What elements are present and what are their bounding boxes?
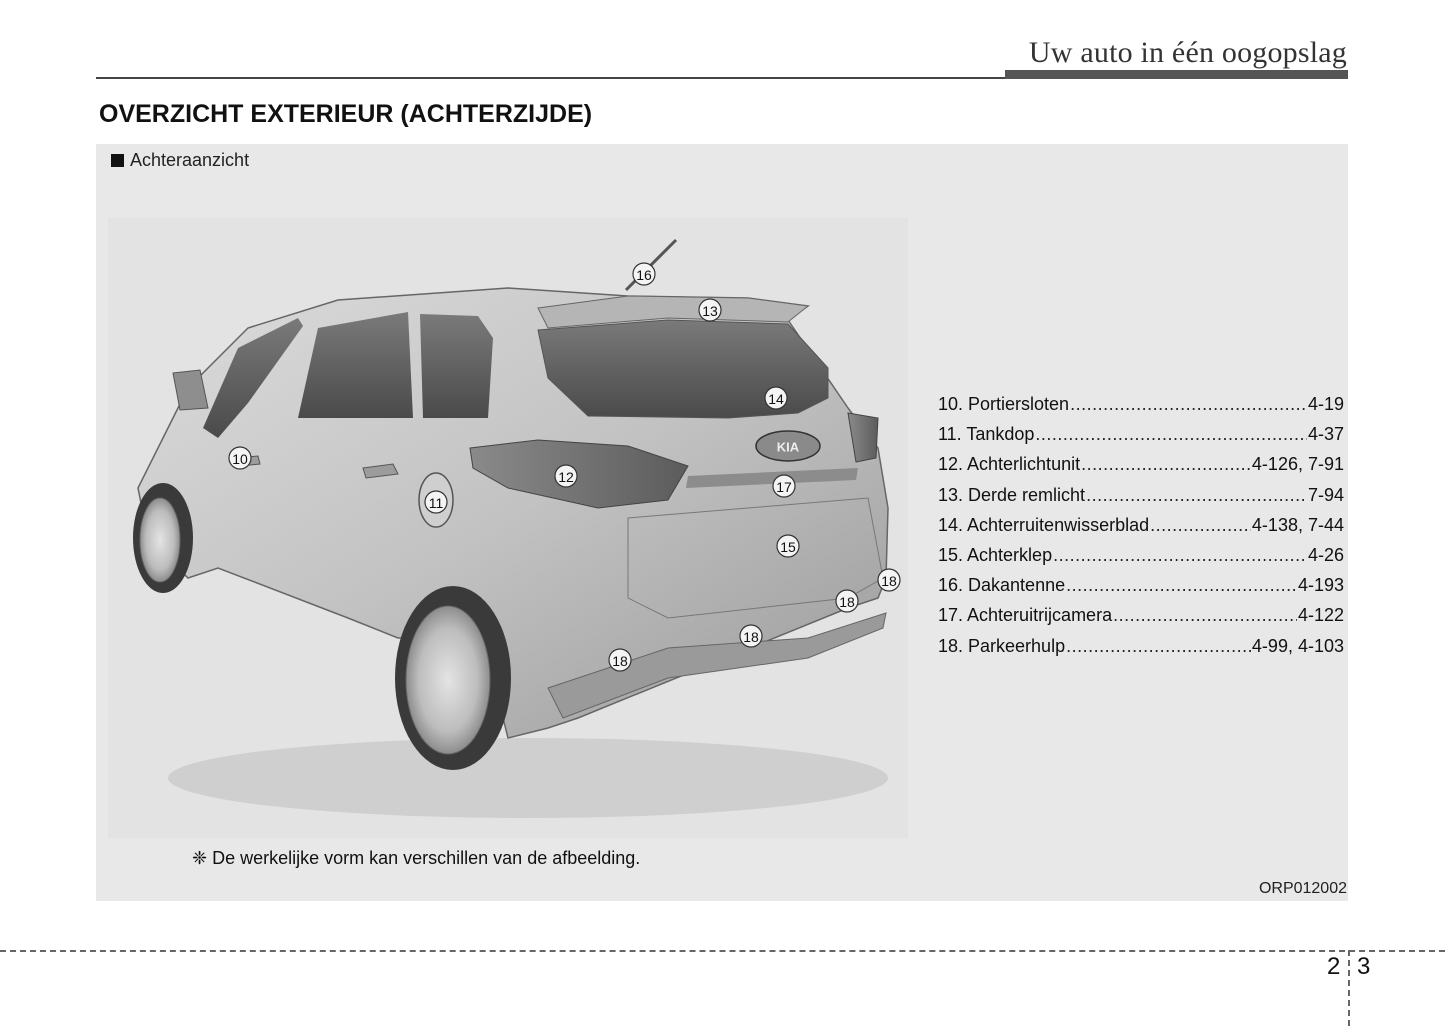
footer-dashed-rule — [0, 950, 1445, 952]
legend-pages: 4-126, 7-91 — [1251, 454, 1344, 475]
legend-pages: 4-122 — [1297, 605, 1344, 626]
svg-text:10: 10 — [232, 451, 248, 467]
callout-12 — [555, 465, 577, 487]
legend-pages: 4-99, 4-103 — [1251, 635, 1344, 656]
legend-item — [938, 515, 1344, 545]
callout-18-b — [836, 590, 858, 612]
svg-text:13: 13 — [702, 303, 718, 319]
callout-18-c — [740, 625, 762, 647]
legend-item — [938, 575, 1344, 605]
legend-label: 14. Achterruitenwisserblad — [938, 514, 1150, 535]
callout-16 — [633, 263, 655, 285]
legend-item — [938, 394, 1344, 424]
header-rule-accent — [1005, 70, 1348, 79]
legend-label: 18. Parkeerhulp — [938, 635, 1066, 656]
leader-dots — [1066, 575, 1297, 596]
leader-dots — [1150, 515, 1251, 536]
front-wheel-rim — [140, 498, 180, 582]
callout-18-a — [878, 569, 900, 591]
leader-dots — [1113, 605, 1297, 626]
svg-text:18: 18 — [743, 629, 759, 645]
leader-dots — [1035, 424, 1307, 445]
legend-pages: 4-26 — [1307, 544, 1344, 565]
legend-label: 17. Achteruitrijcamera — [938, 605, 1113, 626]
legend-pages: 4-138, 7-44 — [1251, 514, 1344, 535]
legend-pages: 4-19 — [1307, 394, 1344, 414]
leader-dots — [1081, 454, 1251, 475]
svg-text:14: 14 — [768, 391, 784, 407]
legend-item — [938, 424, 1344, 454]
legend-label: 12. Achterlichtunit — [938, 454, 1081, 475]
callout-13 — [699, 299, 721, 321]
callout-14 — [765, 387, 787, 409]
callout-18-d — [609, 649, 631, 671]
square-bullet-icon — [111, 154, 124, 167]
legend-label: 11. Tankdop — [938, 424, 1035, 445]
leader-dots — [1070, 394, 1307, 415]
figure-caption-text: Achteraanzicht — [130, 150, 250, 170]
quarter-window — [420, 314, 493, 418]
callout-17 — [773, 475, 795, 497]
callout-10 — [229, 447, 251, 469]
leader-dots — [1053, 545, 1307, 566]
legend-label: 10. Portiersloten — [938, 394, 1070, 414]
leader-dots — [1086, 485, 1307, 506]
page-number: 3 — [1357, 953, 1371, 980]
legend-item — [938, 485, 1344, 515]
running-header-title: Uw auto in één oogopslag — [1028, 36, 1347, 69]
footer-page-divider — [1348, 950, 1350, 1026]
svg-text:16: 16 — [636, 267, 652, 283]
car-rear-illustration — [108, 218, 908, 838]
svg-text:18: 18 — [839, 594, 855, 610]
legend-pages: 4-37 — [1307, 424, 1344, 445]
figure-caption — [111, 150, 249, 171]
chapter-number: 2 — [1327, 953, 1341, 980]
callout-11 — [425, 491, 447, 513]
legend-item — [938, 454, 1344, 484]
legend-item — [938, 545, 1344, 575]
svg-text:18: 18 — [612, 653, 628, 669]
legend-label: 16. Dakantenne — [938, 575, 1066, 596]
svg-text:18: 18 — [881, 573, 897, 589]
rear-wheel-rim — [406, 606, 490, 754]
svg-text:11: 11 — [428, 495, 444, 511]
brand-logo-text: KIA — [776, 439, 800, 455]
svg-text:15: 15 — [780, 539, 796, 555]
svg-text:12: 12 — [558, 469, 574, 485]
legend-label: 13. Derde remlicht — [938, 484, 1086, 505]
legend-item — [938, 605, 1344, 635]
component-legend — [938, 394, 1344, 666]
legend-pages: 7-94 — [1307, 484, 1344, 505]
legend-pages: 4-193 — [1297, 575, 1344, 596]
svg-text:17: 17 — [776, 479, 792, 495]
legend-label: 15. Achterklep — [938, 544, 1053, 565]
leader-dots — [1066, 636, 1251, 657]
callout-15 — [777, 535, 799, 557]
ground-shadow — [168, 738, 888, 818]
disclaimer-note: ❈ De werkelijke vorm kan verschillen van de afbeelding. — [192, 848, 641, 868]
figure-code: ORP012002 — [1258, 880, 1347, 897]
section-title: OVERZICHT EXTERIEUR (ACHTERZIJDE) — [99, 100, 593, 128]
legend-item — [938, 636, 1344, 666]
